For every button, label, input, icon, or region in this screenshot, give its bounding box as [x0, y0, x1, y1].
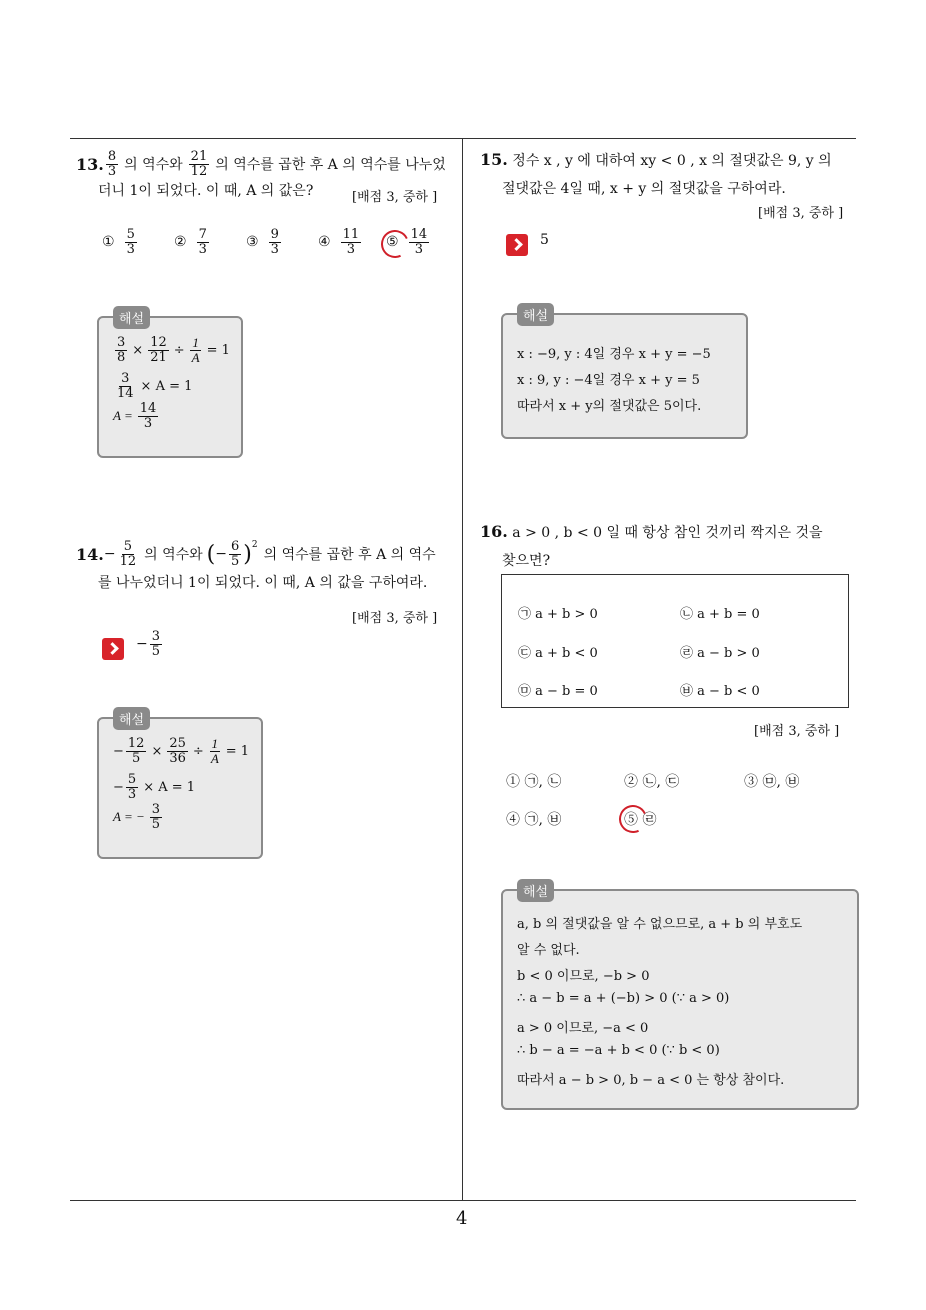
score-label: [배점 3, 중하 ]: [758, 206, 844, 221]
solution-line: $\frac{3}{8}$ × $\frac{12}{21}$ ÷ $\frac{1}{A}$ = 1: [117, 335, 230, 365]
question-text-line2: 절댓값은 4일 때, x + y 의 절댓값을 구하여라.: [502, 181, 786, 197]
top-rule: [70, 138, 856, 139]
solution-tag: 해설: [517, 303, 554, 326]
page-number: 4: [456, 1208, 468, 1229]
answer-value: 5: [540, 232, 549, 248]
question-15: [480, 150, 860, 198]
solution-tag: 해설: [517, 879, 554, 902]
option-item: ㉥ a − b < 0: [680, 684, 760, 699]
solution-tag: 해설: [113, 306, 150, 329]
question-text: 의 역수와: [124, 157, 183, 174]
answer-arrow-icon: [506, 234, 528, 256]
option-item: ㉢ a + b < 0: [518, 646, 598, 661]
solution-line: a > 0 이므로, −a < 0: [517, 1021, 649, 1036]
question-text: a > 0 , b < 0 일 때 항상 참인 것끼리 짝지은 것을: [512, 525, 823, 541]
choice-2[interactable]: ② ㉡, ㉢: [624, 774, 680, 790]
bottom-rule: [70, 1200, 856, 1201]
choice-5-correct[interactable]: ⑤ ㉣: [624, 809, 656, 829]
solution-line: x : −9, y : 4일 경우 x + y = −5: [517, 347, 711, 362]
choice-4[interactable]: ④ ㉠, ㉥: [506, 812, 562, 828]
solution-box-16: [501, 885, 859, 1110]
question-text-line2: 찾으면?: [502, 553, 551, 569]
solution-line: 알 수 없다.: [517, 943, 580, 958]
correct-mark-icon: [615, 801, 651, 837]
option-item: ㉡ a + b = 0: [680, 607, 760, 622]
score-label: [배점 3, 중하 ]: [754, 724, 840, 739]
fraction: $\frac{21}{12}$: [190, 149, 208, 179]
solution-line: A = $\frac{14}{3}$: [113, 401, 157, 431]
question-number: 16.: [480, 522, 508, 541]
answer-arrow-icon: [102, 638, 124, 660]
option-item: ㉠ a + b > 0: [518, 607, 598, 622]
option-item: ㉤ a − b = 0: [518, 684, 598, 699]
solution-tag: 해설: [113, 707, 150, 730]
column-divider: [462, 138, 463, 1200]
question-text: 의 역수를 곱한 후 A 의 역수를 나누었: [215, 157, 446, 174]
score-label: [배점 3, 중하 ]: [352, 611, 438, 626]
question-number: 15.: [480, 150, 508, 169]
question-number: 14.: [76, 544, 104, 564]
question-text-line2: 를 나누었더니 1이 되었다. 이 때, A 의 값을 구하여라.: [98, 575, 428, 592]
choice-1[interactable]: ① $\frac{5}{3}$: [102, 227, 135, 257]
solution-line: 따라서 x + y의 절댓값은 5이다.: [517, 399, 702, 414]
solution-line: a, b 의 절댓값을 알 수 없으므로, a + b 의 부호도: [517, 917, 803, 932]
solution-box-15: [501, 309, 748, 439]
choice-3[interactable]: ③ ㉤, ㉥: [744, 774, 800, 790]
option-item: ㉣ a − b > 0: [680, 646, 760, 661]
question-text-line2: 더니 1이 되었다. 이 때, A 의 값은?: [98, 183, 314, 200]
question-14: 14. − $\frac{5}{12}$ 의 역수와 ( − $\frac{6}{5}$ ) $^2$ 의 역수를 곱한 후 A 의 역수 를 나누었더니 1이 되었다. 이 때, A 의 값을 구하여라.: [76, 540, 458, 592]
score-label: [배점 3, 중하 ]: [352, 190, 438, 205]
choice-2[interactable]: ② $\frac{7}{3}$: [174, 227, 207, 257]
choice-1[interactable]: ① ㉠, ㉡: [506, 774, 562, 790]
solution-line: ∴ a − b = a + (−b) > 0 (∵ a > 0): [517, 991, 730, 1006]
solution-line: x : 9, y : −4일 경우 x + y = 5: [517, 373, 700, 388]
question-number: 13.: [76, 154, 104, 174]
question-text: 의 역수와: [144, 547, 203, 564]
solution-line: − $\frac{5}{3}$ × A = 1: [113, 772, 196, 802]
solution-box-14: [97, 713, 263, 859]
solution-line: ∴ b − a = −a + b < 0 (∵ b < 0): [517, 1043, 720, 1058]
question-16: [480, 522, 860, 570]
options-box: [501, 574, 849, 708]
fraction: $\frac{5}{12}$: [119, 539, 137, 569]
solution-line: A = − $\frac{3}{5}$: [113, 802, 161, 832]
fraction: $\frac{8}{3}$: [107, 149, 117, 179]
choice-4[interactable]: ④ $\frac{11}{3}$: [318, 227, 360, 257]
question-text: 정수 x , y 에 대하여 xy < 0 , x 의 절댓값은 9, y 의: [512, 153, 832, 169]
correct-mark-icon: [377, 226, 413, 262]
solution-line: − $\frac{12}{5}$ × $\frac{25}{36}$ ÷ $\frac{1}{A}$ = 1: [113, 736, 250, 766]
fraction: $\frac{6}{5}$: [231, 539, 240, 569]
answer-value: − $\frac{3}{5}$: [136, 629, 161, 659]
solution-box-13: [97, 312, 243, 458]
solution-line: $\frac{3}{14}$ × A = 1: [117, 371, 193, 401]
question-text: 의 역수를 곱한 후 A 의 역수: [263, 547, 436, 564]
solution-line: b < 0 이므로, −b > 0: [517, 969, 650, 984]
choice-3[interactable]: ③ $\frac{9}{3}$: [246, 227, 279, 257]
choice-5-correct[interactable]: ⑤ $\frac{14}{3}$: [386, 228, 431, 256]
solution-line: 따라서 a − b > 0, b − a < 0 는 항상 참이다.: [517, 1073, 785, 1088]
